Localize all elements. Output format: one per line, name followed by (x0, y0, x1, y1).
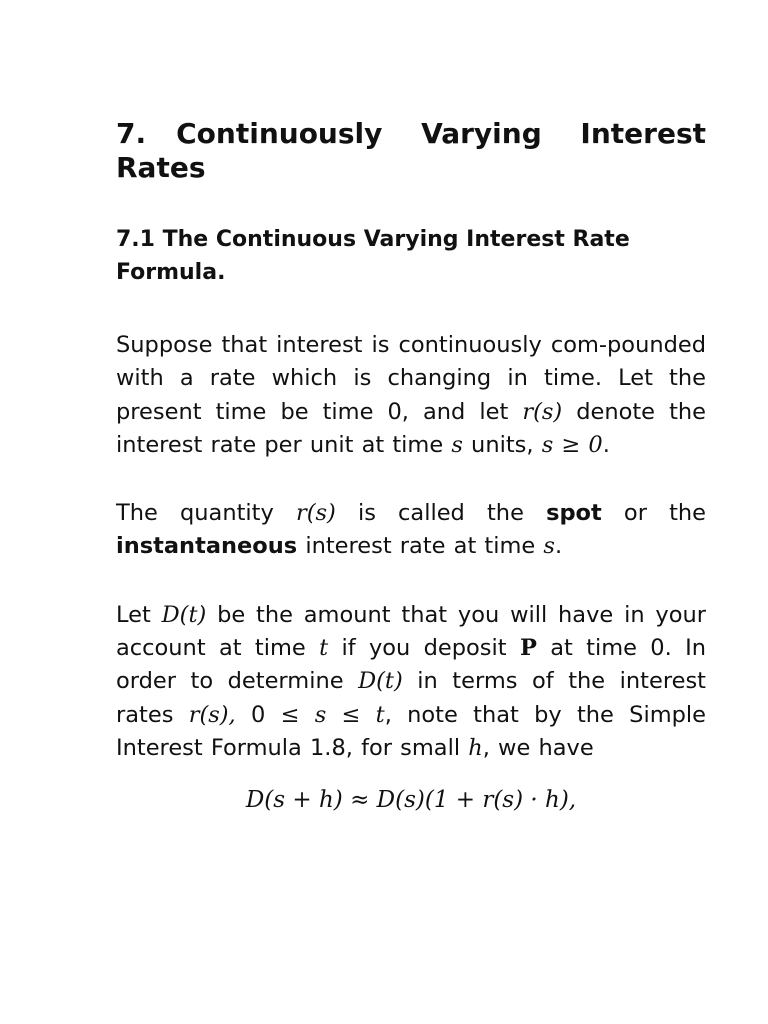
math-s: s (451, 431, 463, 458)
section-heading (116, 117, 706, 185)
math-range: ≤ s ≤ t (280, 701, 385, 728)
text: Let (116, 601, 162, 628)
math-t: t (319, 635, 329, 662)
math-rs: r(s), (188, 701, 236, 728)
math-Dt: D(t) (358, 668, 403, 695)
section-number: 7. (116, 117, 147, 150)
text: if you deposit (328, 635, 520, 662)
subsection-heading: 7.1 The Continuous Varying Interest Rate Formula. (116, 227, 630, 285)
text: . (554, 533, 563, 560)
term-spot: spot (546, 500, 602, 527)
text: denote the interest rate per unit at time (116, 398, 706, 458)
paragraph-account-amount (116, 599, 706, 765)
math-h: h (468, 734, 483, 761)
text: Suppose that interest is continuously com-pounded with a rate which is changing in time. Let the present time be time 0, and let (116, 332, 706, 425)
text: 0 (235, 701, 281, 728)
text: . (602, 431, 610, 458)
page-content (116, 117, 706, 817)
equation-simple-interest: D(s + h) ≈ D(s)(1 + r(s) · h), (245, 787, 577, 814)
math-s: s (543, 533, 555, 560)
math-P: P (519, 635, 537, 662)
text: at time 0. In order to determine (116, 635, 706, 695)
math-rs: r(s) (522, 398, 563, 425)
math-s-geq-0: s ≥ 0 (541, 431, 603, 458)
text: , note that by the Simple Interest Formula 1.8, for small (116, 701, 706, 761)
paragraph-definition (116, 329, 706, 462)
text: or the (601, 500, 707, 527)
text: interest rate at time (297, 533, 544, 560)
section-title: Continuously Varying Interest Rates (116, 117, 706, 184)
text: , we have (482, 734, 594, 761)
paragraph-spot-rate (116, 497, 706, 564)
text: units, (462, 431, 542, 458)
math-Dt: D(t) (161, 601, 207, 628)
term-instantaneous: instantaneous (116, 533, 298, 560)
math-rs: r(s) (295, 500, 336, 527)
text: be the amount that you will have in your account at time (116, 601, 706, 662)
text: is called the (335, 500, 547, 527)
text: The quantity (116, 500, 296, 527)
text: in terms of the interest rates (116, 668, 706, 728)
